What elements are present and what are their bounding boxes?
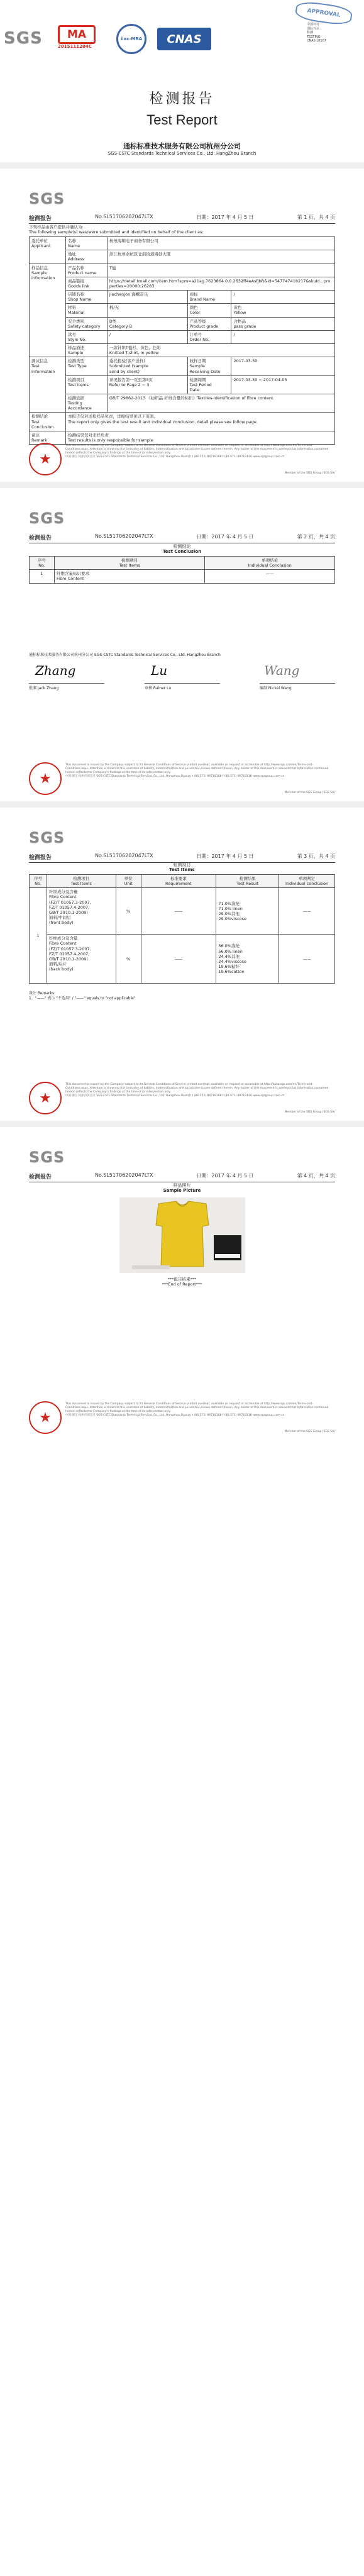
section-title-en: Test Conclusion	[162, 549, 202, 554]
intro-cn: 下列样品由客户提供并确认为:	[29, 225, 84, 230]
table-row	[30, 264, 335, 277]
cnas-logo	[157, 28, 211, 50]
test-items-table	[29, 874, 335, 984]
approval-stamp-text: APPROVAL	[306, 8, 341, 19]
report-page-2	[0, 488, 364, 801]
sgs-logo: SGS	[29, 509, 65, 527]
test-type-label: 检测类型 Test Type	[65, 357, 107, 375]
seal-stamp	[29, 762, 62, 795]
table-header-row	[30, 875, 335, 888]
table-row	[30, 431, 335, 444]
address-value: 浙江杭州余杭区仓前街道海创大厦	[107, 250, 334, 264]
color-value: 黄色 Yellow	[231, 304, 335, 317]
cma-logo	[58, 25, 103, 50]
company-name-en: SGS-CSTC Standards Technical Services Co., Ltd. HangZhou Branch	[108, 151, 256, 156]
col-unit: 单位 Unit	[116, 875, 141, 888]
goods-link-value[interactable]: https://detail.tmall.com/item.htm?spm=a21ag.7623864.0.0.2632ff4eAsfJbR&id=547747418217&skuId...properties=20000:26283	[107, 277, 334, 290]
items-value: 详见报告第一页至第3页 Refer to Page 2 ~ 3	[107, 375, 187, 394]
signature-3: Wang	[264, 663, 300, 678]
page-number: 第 4 页，共 4 页	[297, 1173, 335, 1179]
page-number: 第 2 页，共 4 页	[297, 534, 335, 540]
page-divider	[0, 482, 364, 488]
header-label: 检测报告	[29, 1174, 52, 1180]
receiving-value: 2017-03-30	[231, 357, 335, 375]
header-label: 检测报告	[29, 535, 52, 541]
table-row	[30, 935, 335, 984]
star-icon: ★	[39, 451, 52, 467]
table-row	[30, 330, 335, 343]
approval-stamp	[294, 0, 353, 26]
table-row	[30, 357, 335, 375]
table-row	[30, 888, 335, 935]
date-label: 日期：	[196, 853, 212, 859]
sgs-logo: SGS	[4, 29, 43, 48]
color-label: 颜色 Color	[187, 304, 231, 317]
sample-name-label: 样品描述 Sample	[65, 344, 107, 357]
table-row	[30, 237, 335, 250]
table-row	[30, 413, 335, 431]
cnas-text: CNAS	[167, 32, 202, 46]
section-title-en: Test Items	[169, 867, 195, 872]
row-item: 纤维含量标识要求 Fibre Content	[54, 570, 204, 583]
requirement-back: ——	[141, 935, 216, 984]
header-label: 检测报告	[29, 855, 52, 861]
table-row	[30, 277, 335, 290]
star-icon: ★	[39, 1409, 52, 1426]
signer-3-label: 编制 Nickel Wang	[260, 683, 335, 691]
result-front: 71.0%涤纶 71.0% linen 29.0%其他 29.0%viscose	[216, 888, 279, 935]
header-label: 检测报告	[29, 216, 52, 222]
conclusion-table	[29, 556, 335, 584]
name-label: 名称 Name	[65, 237, 107, 250]
test-type-value: 委托检验(客户送样) Submitted (sample send by client)	[107, 357, 187, 375]
conclusion-value: 本报告仅对送检样品负责，详细结果见以下页面。 The report only gives the test result and individual conclusion, detail please see follow page.	[65, 413, 334, 431]
sample-photo	[119, 1197, 245, 1273]
page-footer: This document is issued by the Company subject to its General Conditions of Service printed overleaf, available on request or accessible at http://www.sgs.com/en/Terms-and-Conditions.aspx. Attention is drawn to the limitation of liability, indemnification and jurisdiction issues defined therein. Any holder of this document is advised that information contained hereon reflects the Company's findings at the time of its intervention only. 中国·浙江·杭州市滨江区 SGS-CSTC Standards Technical Services Co., Ltd. Hangzhou Branch t (86-571) 86718188 f (86-571) 86718118 www.sgsgroup.com.cn	[65, 1402, 329, 1417]
address-label: 地址 Address	[65, 250, 107, 264]
signer-1-label: 批准 Jack Zhang	[29, 683, 104, 691]
requirement-front: ——	[141, 888, 216, 935]
report-date: 2017 年 4 月 5 日	[211, 853, 254, 859]
accordance-value: GB/T 29862-2013 《纺织品 纤维含量的标识》Textiles-Identification of fibre content	[107, 394, 334, 413]
material-label: 材料 Material	[65, 304, 107, 317]
test-info-label: 测试信息 Test Information	[30, 357, 66, 413]
col-result: 检测结果 Test Result	[216, 875, 279, 888]
sgs-logo: SGS	[29, 190, 65, 208]
shop-name-label: 店铺名称 Shop Name	[65, 291, 107, 304]
name-value: 杭州海顺电子商务有限公司	[107, 237, 334, 250]
footer-member: Member of the SGS Group (SGS SA)	[284, 472, 335, 475]
footer-member: Member of the SGS Group (SGS SA)	[284, 1111, 335, 1114]
unit-front: %	[116, 888, 141, 935]
company-name-cn: 通标标准技术服务有限公司杭州分公司	[123, 142, 241, 150]
product-name-label: 产品名称 Product name	[65, 264, 107, 277]
section-title-cn: 检测项目	[173, 862, 191, 867]
col-items: 检测项目 Test Items	[47, 875, 116, 888]
accordance-label: 检测依据 Testing Accordance	[65, 394, 107, 413]
sgs-logo: SGS	[29, 1148, 65, 1166]
remark-label: 备注 Remark	[30, 431, 66, 444]
style-label: 款号 Style No.	[65, 330, 107, 343]
material-value: 棉/无	[107, 304, 187, 317]
remarks: 备注 Remarks: 1、"——" 表示 "不适用" / "——" equals to "not applicable"	[29, 991, 136, 1001]
intro-en: The following sample(s) was/were submitted and identified on behalf of the client as:	[29, 230, 204, 235]
col-requirement: 标准要求 Requirement	[141, 875, 216, 888]
items-label: 检测项目 Test items	[65, 375, 107, 394]
col-conclusion: 单项结论 Individual Conclusion	[205, 557, 335, 570]
table-row	[30, 570, 335, 583]
page-divider	[0, 1121, 364, 1127]
table-row	[30, 317, 335, 330]
brand-name-value: /	[231, 291, 335, 304]
row-no: 1	[30, 570, 55, 583]
page-header	[29, 214, 335, 224]
table-row	[30, 291, 335, 304]
report-title-en: Test Report	[146, 112, 218, 128]
date-label: 日期：	[196, 214, 212, 220]
grade-label: 产品等级 Product grade	[187, 317, 231, 330]
period-label: 检测周期 Test Period Date	[187, 375, 231, 394]
conclusion-front: ——	[279, 888, 335, 935]
report-number: No.SL51706202047LTX	[94, 1172, 153, 1178]
order-label: 订单号 Order No.	[187, 330, 231, 343]
seal-stamp	[29, 443, 62, 475]
signature-1: Zhang	[35, 663, 76, 678]
footer-member: Member of the SGS Group (SGS SA)	[284, 791, 335, 794]
end-of-report: ***报告结束*** ***End of Report***	[162, 1277, 202, 1287]
report-title-cn: 检测报告	[149, 91, 215, 107]
item-front: 纤维成分及含量 Fibre Content (FZ/T 01057.3-2007, FZ/T 01057.4-2007, GB/T 2910.1-2009) 面料/中间层 (front body)	[47, 888, 116, 935]
table-row	[30, 394, 335, 413]
seal-stamp	[29, 1082, 62, 1114]
report-number: No.SL51706202047LTX	[94, 214, 153, 219]
result-back: 56.0%涤纶 56.0% linen 24.4%其他 24.4%viscose 19.6%粘纤 19.6%cotton	[216, 935, 279, 984]
signer-2-label: 审核 Rainer Lu	[145, 683, 220, 691]
page-number: 第 1 页，共 4 页	[297, 214, 335, 220]
report-number: No.SL51706202047LTX	[94, 533, 153, 539]
table-row	[30, 250, 335, 264]
section-title-cn: 样品照片	[173, 1183, 191, 1188]
page-divider	[0, 801, 364, 808]
col-no: 序号 No.	[30, 875, 47, 888]
date-label: 日期：	[196, 1173, 212, 1179]
page-footer: This document is issued by the Company subject to its General Conditions of Service printed overleaf, available on request or accessible at http://www.sgs.com/en/Terms-and-Conditions.aspx. Attention is drawn to the limitation of liability, indemnification and jurisdiction issues defined therein. Any holder of this document is advised that information contained hereon reflects the Company's findings at the time of its intervention only. 中国·浙江·杭州市滨江区 SGS-CSTC Standards Technical Services Co., Ltd. Hangzhou Branch t (86-571) 86718188 f (86-571) 86718118 www.sgsgroup.com.cn	[65, 763, 329, 778]
shop-name-value: jiechanjon 海螺音乐	[107, 291, 187, 304]
period-value: 2017-03-30 ~ 2017-04-05	[231, 375, 335, 394]
sample-info-label: 样品信息 Sample information	[30, 264, 66, 357]
star-icon: ★	[39, 1090, 52, 1106]
page-footer: This document is issued by the Company subject to its General Conditions of Service printed overleaf, available on request or accessible at http://www.sgs.com/en/Terms-and-Conditions.aspx. Attention is drawn to the limitation of liability, indemnification and jurisdiction issues defined therein. Any holder of this document is advised that information contained hereon reflects the Company's findings at the time of its intervention only. 中国·浙江·杭州市滨江区 SGS-CSTC Standards Technical Services Co., Ltd. Hangzhou Branch t (86-571) 86718188 f (86-571) 86718118 www.sgsgroup.com.cn	[65, 444, 329, 458]
page-header	[29, 1172, 335, 1182]
row-no: 1	[30, 888, 47, 984]
table-row	[30, 375, 335, 394]
col-items: 检测项目 Test Items	[54, 557, 204, 570]
ilac-logo	[116, 24, 146, 54]
style-value: /	[107, 330, 187, 343]
item-back: 纤维成分及含量 Fibre Content (FZ/T 01057.3-2007, FZ/T 01057.4-2007, GB/T 2910.1-2009) 面料/后片 (back body)	[47, 935, 116, 984]
star-icon: ★	[39, 770, 52, 787]
signer-company: 通标标准技术服务有限公司杭州分公司 SGS-CSTC Standards Technical Services Co., Ltd. Hangzhou Branch	[29, 653, 221, 657]
report-date: 2017 年 4 月 5 日	[211, 1173, 254, 1179]
yellow-tshirt-icon	[119, 1197, 245, 1273]
applicant-label: 委托单位 Applicant	[30, 237, 66, 264]
report-page-4	[0, 1127, 364, 2576]
report-date: 2017 年 4 月 5 日	[211, 214, 254, 220]
ilac-text: ilac-MRA	[120, 36, 143, 42]
conclusion-back: ——	[279, 935, 335, 984]
signature-2: Lu	[151, 663, 168, 678]
col-conclusion: 单项判定 Individual conclusion	[279, 875, 335, 888]
grade-value: 合格品 pass grade	[231, 317, 335, 330]
footer-member: Member of the SGS Group (SGS SA)	[284, 1430, 335, 1433]
cma-mark-icon: MA	[58, 25, 96, 44]
sample-name-value: 一款针织T恤衫，黄色，色彩 Knitted T-shirt, in yellow	[107, 344, 334, 357]
col-no: 序号 No.	[30, 557, 55, 570]
safety-label: 安全类别 Safety category	[65, 317, 107, 330]
conclusion-label: 检测结论 Test Conclusion	[30, 413, 66, 431]
product-name-value: T恤	[107, 264, 334, 277]
goods-link-label: 商品链接 Goods link	[65, 277, 107, 290]
page-divider	[0, 162, 364, 169]
page-number: 第 3 页，共 4 页	[297, 853, 335, 859]
date-label: 日期：	[196, 534, 212, 540]
unit-back: %	[116, 935, 141, 984]
page-footer: This document is issued by the Company subject to its General Conditions of Service printed overleaf, available on request or accessible at http://www.sgs.com/en/Terms-and-Conditions.aspx. Attention is drawn to the limitation of liability, indemnification and jurisdiction issues defined therein. Any holder of this document is advised that information contained hereon reflects the Company's findings at the time of its intervention only. 中国·浙江·杭州市滨江区 SGS-CSTC Standards Technical Services Co., Ltd. Hangzhou Branch t (86-571) 86718188 f (86-571) 86718118 www.sgsgroup.com.cn	[65, 1083, 329, 1097]
page-header	[29, 533, 335, 543]
section-title-cn: 检测结论	[173, 544, 191, 549]
report-page-1	[0, 169, 364, 482]
receiving-label: 收样日期 Sample Receiving Date	[187, 357, 231, 375]
cma-code: 2015111204C	[58, 44, 92, 49]
sample-info-table	[29, 236, 335, 445]
cnas-small-text: 中国认可 国际互认 检测 TESTING CNAS L0107	[307, 23, 326, 43]
sgs-logo: SGS	[29, 829, 65, 847]
table-header-row	[30, 557, 335, 570]
table-row	[30, 344, 335, 357]
row-conclusion: ——	[205, 570, 335, 583]
report-page-3	[0, 808, 364, 1121]
section-title-en: Sample Picture	[163, 1188, 201, 1193]
seal-stamp	[29, 1401, 62, 1434]
safety-value: B类 Category B	[107, 317, 187, 330]
report-date: 2017 年 4 月 5 日	[211, 534, 254, 540]
report-number: No.SL51706202047LTX	[94, 853, 153, 858]
order-value: /	[231, 330, 335, 343]
brand-name-label: 商标 Brand Name	[187, 291, 231, 304]
table-row	[30, 304, 335, 317]
remark-value: 检测结果仅对来样负责 Test results is only responsible for sample	[65, 431, 334, 444]
